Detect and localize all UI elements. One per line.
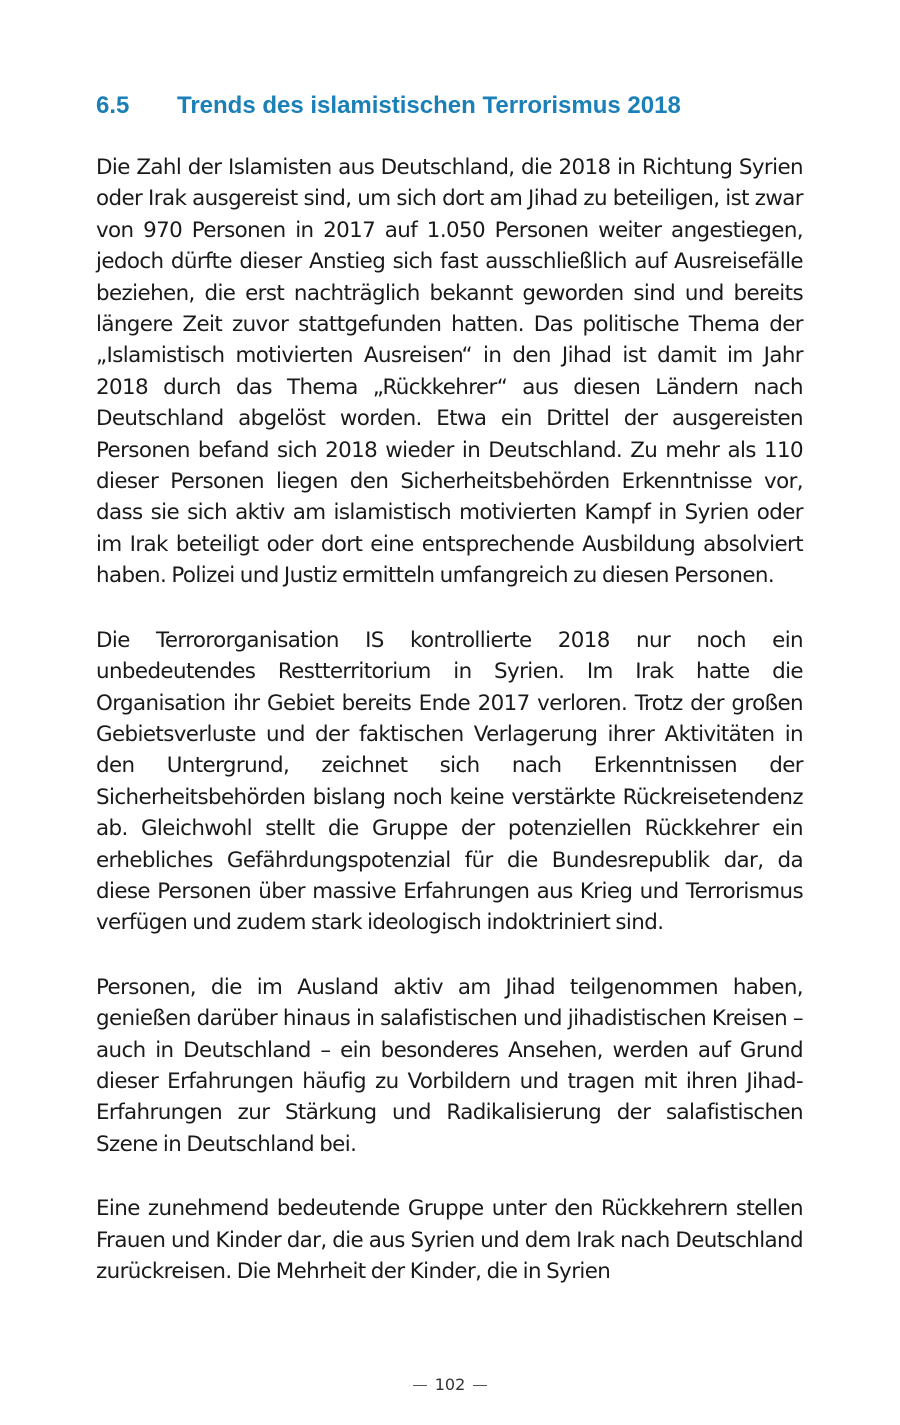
section-number: 6.5 xyxy=(96,92,130,119)
section-heading xyxy=(96,88,816,124)
footer-dash-right xyxy=(473,1385,487,1386)
paragraph: Eine zunehmend bedeutende Gruppe unter den Rückkehrern stellen Frauen und Kinder dar, die aus Syrien und dem Irak nach Deutschland zurückreisen. Die Mehrheit der Kinder, die in Syrien xyxy=(96,1196,803,1284)
paragraph: Die Terrororganisation IS kontrollierte 2018 nur noch ein unbedeutendes Restterritorium in Syrien. Im Irak hatte die Organisation ihr Gebiet bereits Ende 2017 verloren. Trotz der großen Gebietsverluste und der faktischen Verlagerung ihrer Aktivitäten in den Untergrund, zeichnet sich nach Erkenntnissen der Sicherheitsbehörden bislang noch keine verstärkte Rückreisetendenz ab. Gleichwohl stellt die Gruppe der potenziellen Rückkehrer ein erhebliches Gefährdungspotenzial für die Bundesrepublik dar, da diese Personen über massive Erfahrungen aus Krieg und Terrorismus verfügen und zudem stark ideologisch indoktriniert sind. xyxy=(96,627,803,936)
page-number: 102 xyxy=(434,1375,466,1394)
section-title: Trends des islamistischen Terrorismus 2018 xyxy=(177,92,681,119)
footer-dash-left xyxy=(413,1385,427,1386)
page-footer xyxy=(0,1372,900,1398)
paragraph: Personen, die im Ausland aktiv am Jihad teilgenommen haben, genießen darüber hinaus in salafistischen und jihadistischen Kreisen – auch in Deutschland – ein besonderes Ansehen, werden auf Grund dieser Erfahrungen häufig zu Vorbildern und tragen mit ihren Jihad-Erfahrungen zur Stärkung und Radikalisierung der salafistischen Szene in Deutschland bei. xyxy=(96,974,803,1157)
body-text xyxy=(96,152,803,1320)
paragraph: Die Zahl der Islamisten aus Deutschland, die 2018 in Richtung Syrien oder Irak ausgereist sind, um sich dort am Jihad zu beteiligen, ist zwar von 970 Personen in 2017 auf 1.050 Personen weiter angestiegen, jedoch dürfte dieser Anstieg sich fast ausschließlich auf Ausreisefälle beziehen, die erst nachträglich bekannt geworden sind und bereits längere Zeit zuvor stattgefunden hatten. Das politische Thema der „Islamistisch motivierten Ausreisen“ in den Jihad ist damit im Jahr 2018 durch das Thema „Rückkehrer“ aus diesen Ländern nach Deutschland abgelöst worden. Etwa ein Drittel der ausgereisten Personen befand sich 2018 wieder in Deutschland. Zu mehr als 110 dieser Personen liegen den Sicherheitsbehörden Erkenntnisse vor, dass sie sich aktiv am islamistisch motivierten Kampf in Syrien oder im Irak beteiligt oder dort eine entsprechende Ausbildung absolviert haben. Polizei und Justiz ermitteln umfangreich zu diesen Personen. xyxy=(96,155,803,589)
